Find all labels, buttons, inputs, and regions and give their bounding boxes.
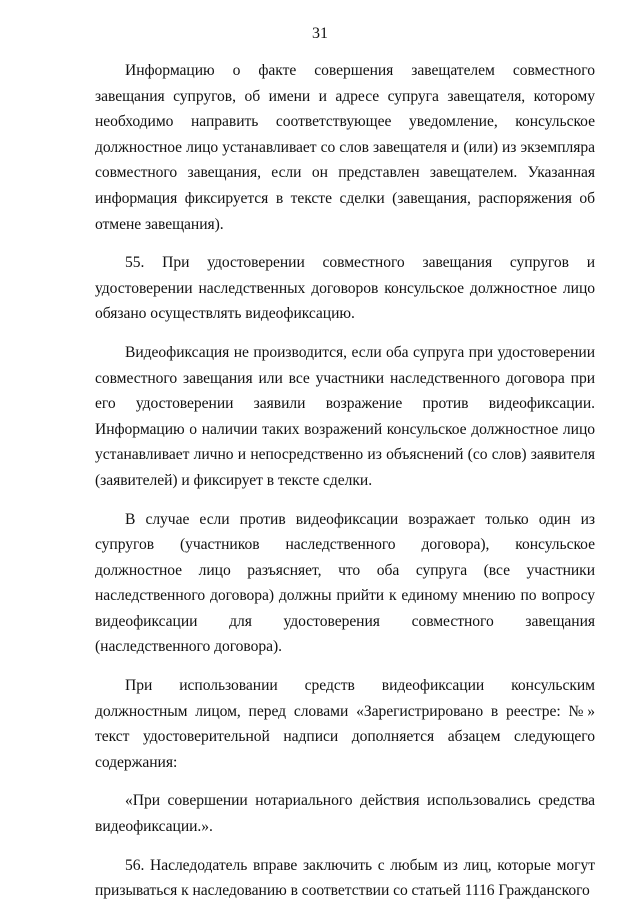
paragraph-video-usage: При использовании средств видеофиксации консульским должностным лицом, перед словами «Зарегистрировано в реестре: №» текст удостоверительной надписи дополняется абзацем следующего содержания:	[95, 677, 595, 771]
paragraph-clause-55: 55. При удостоверении совместного завещания супругов и удостоверении наследственных договоров консульское должностное лицо обязано осуществлять видеофиксацию.	[95, 254, 595, 323]
paragraph-single-objection: В случае если против видеофиксации возражает только один из супругов (участников наследственного договора), консульское должностное лицо разъясняет, что оба супруга (все участники наследственного договора) должны прийти к единому мнению по вопросу видеофиксации для удостоверения совместного завещания (наследственного договора).	[95, 510, 595, 656]
document-body	[95, 58, 595, 904]
paragraph-quoted-note: «При совершении нотариального действия использовались средства видеофиксации.».	[95, 792, 595, 836]
paragraph-spouse-info: Информацию о факте совершения завещателем совместного завещания супругов, об имени и адресе супруга завещателя, которому необходимо направить соответствующее уведомление, консульское должностное лицо устанавливает со слов завещателя и (или) из экземпляра совместного завещания, если он представлен завещателем. Указанная информация фиксируется в тексте сделки (завещания, распоряжения об отмене завещания).	[95, 62, 595, 233]
page-number: 31	[312, 25, 328, 42]
paragraph-video-exemption: Видеофиксация не производится, если оба супруга при удостоверении совместного завещания или все участники наследственного договора при его удостоверении заявили возражение против видеофиксации. Информацию о наличии таких возражений консульское должностное лицо устанавливает лично и непосредственно из объяснений (со слов) заявителя (заявителей) и фиксирует в тексте сделки.	[95, 343, 595, 489]
paragraph-clause-56: 56. Наследодатель вправе заключить с любым из лиц, которые могут призываться к наследованию в соответствии со статьей 1116 Гражданского	[95, 856, 595, 900]
